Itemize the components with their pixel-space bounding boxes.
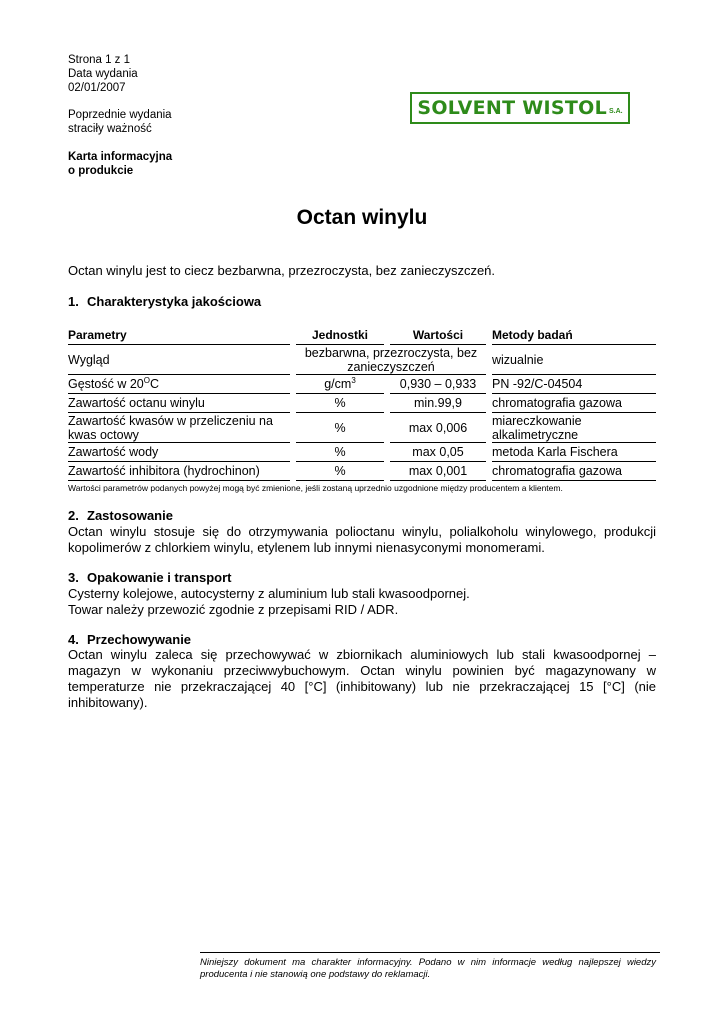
section-2-heading: 2. Zastosowanie [68,508,173,523]
table-row: Zawartość inhibitora (hydrochinon) % max 0,001 chromatografia gazowa [68,462,656,481]
table-header-row [68,326,656,345]
column-header-values: Wartości [390,326,486,345]
table-row: Wygląd bezbarwna, przezroczysta, bez zanieczyszczeń wizualnie [68,345,656,375]
footer-divider [200,952,660,953]
intro-text: Octan winylu jest to ciecz bezbarwna, przezroczysta, bez zanieczyszczeń. [68,263,496,278]
footer-disclaimer: Niniejszy dokument ma charakter informacyjny. Podano w nim informacje według najlepszej wiedzy producenta i nie stanowią one podstawy do reklamacji. [200,957,656,980]
issue-label: Data wydania [68,68,138,80]
document-type: Karta informacyjna o produkcie [68,151,173,177]
previous-editions-note: Poprzednie wydania straciły ważność [68,109,172,135]
table-row: Gęstość w $20^OC$ $g/cm^3$ 0,930 – 0,933 PN -92/C-04504 [68,375,656,394]
company-logo [410,92,630,124]
table-row: Zawartość kwasów w przeliczeniu na kwas octowy % max 0,006 miareczkowanie alkalimetryczne [68,413,656,443]
issue-date: 02/01/2007 [68,82,126,94]
table-note: Wartości parametrów podanych powyżej mogą być zmienione, jeśli zostaną uprzednio uzgodnione między producentem a klientem. [68,483,563,493]
table-row: Zawartość wody % max 0,05 metoda Karla Fischera [68,443,656,462]
section-1-heading: 1. Charakterystyka jakościowa [68,294,262,309]
section-3-line-2: Towar należy przewozić zgodnie z przepisami RID / ADR. [68,602,399,617]
table-row: Zawartość octanu winylu % min.99,9 chromatografia gazowa [68,394,656,413]
column-header-units: Jednostki [296,326,384,345]
section-4-text: Octan winylu zaleca się przechowywać w zbiornikach aluminiowych lub stali kwasoodpornej – magazyn w wykonaniu przeciwwybuchowym. Octan winylu powinien być magazynowany w temperaturze nie przekraczającej 40 [°C] (inhibitowany) lub nie przekraczającej 15 [°C] (nie inhibitowany). [68,647,656,710]
logo-name: SOLVENT WISTOL [417,97,607,119]
logo-suffix: S.A. [609,108,623,115]
page-title: Octan winylu [296,206,428,229]
section-3-line-1: Cysterny kolejowe, autocysterny z aluminium lub stali kwasoodpornej. [68,586,470,601]
column-header-methods: Metody badań [492,326,656,345]
section-4-heading: 4. Przechowywanie [68,632,192,647]
section-2-text: Octan winylu stosuje się do otrzymywania polioctanu winylu, polialkoholu winylowego, produkcji kopolimerów z chlorkiem winylu, etylenem lub innymi nienasyconymi monomerami. [68,524,656,555]
page-number: Strona 1 z 1 [68,54,131,66]
document-meta [68,53,138,95]
quality-table [68,326,656,481]
column-header-parameters: Parametry [68,326,290,345]
section-3-heading: 3. Opakowanie i transport [68,570,232,585]
